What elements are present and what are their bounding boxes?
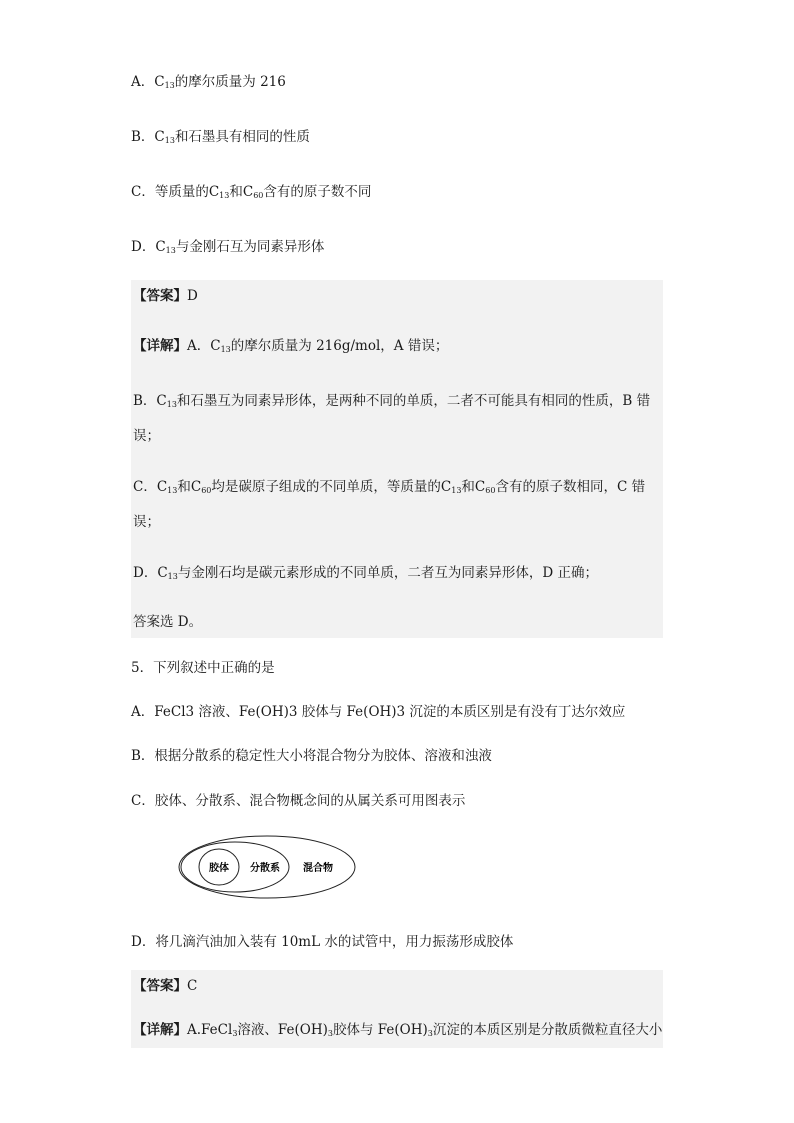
q5-option-a: A．FeCl3 溶液、Fe(OH)3 胶体与 Fe(OH)3 沉淀的本质区别是有没有丁达尔效应 [131, 704, 626, 720]
q5-detail-a: 【详解】A.FeCl$_3$溶液、$Fe(OH)_3$胶体与 $Fe(OH)_3$沉淀的本质区别是分散质微粒直径大小 [133, 1022, 663, 1038]
q5-answer-box [131, 970, 663, 1048]
q4-option-a: A．$C_{13}$的摩尔质量为 216 [131, 74, 286, 90]
q5-option-b: B．根据分散系的稳定性大小将混合物分为胶体、溶液和浊液 [131, 748, 492, 764]
q4-detail-d: D．$C_{13}$与金刚石均是碳元素形成的不同单质，二者互为同素异形体，D 正确； [133, 565, 598, 581]
q4-option-c: C．等质量的$C_{13}$和$C_{60}$含有的原子数不同 [131, 184, 372, 200]
q4-detail-a: 【详解】A．$C_{13}$的摩尔质量为 216g/mol，A 错误； [133, 338, 449, 354]
q4-answer-box [131, 280, 663, 638]
q4-answer: 【答案】D [133, 288, 198, 304]
q4-option-b: B．$C_{13}$和石墨具有相同的性质 [131, 129, 310, 145]
q4-final-answer: 答案选 D。 [133, 614, 203, 630]
venn-diagram [178, 834, 358, 900]
q5-option-c: C．胶体、分散系、混合物概念间的从属关系可用图表示 [131, 793, 466, 809]
label-dispersion: 分散系 [250, 863, 280, 874]
q4-option-d: D．$C_{13}$与金刚石互为同素异形体 [131, 239, 325, 255]
q5-answer: 【答案】C [133, 978, 198, 994]
q4-detail-b-line1: B．$C_{13}$和石墨互为同素异形体，是两种不同的单质，二者不可能具有相同的性质，B 错 [133, 393, 651, 409]
q4-detail-c-line1: C．$C_{13}$和$C_{60}$均是碳原子组成的不同单质，等质量的$C_{13}$和$C_{60}$含有的原子数相同，C 错 [133, 479, 646, 495]
label-mixture: 混合物 [303, 863, 333, 874]
q4-detail-b-line2: 误； [133, 428, 160, 444]
q5-stem: 5．下列叙述中正确的是 [131, 660, 275, 676]
q4-detail-c-line2: 误； [133, 514, 160, 530]
q5-option-d: D．将几滴汽油加入装有 10mL 水的试管中，用力振荡形成胶体 [131, 934, 514, 950]
label-colloid: 胶体 [209, 863, 229, 874]
